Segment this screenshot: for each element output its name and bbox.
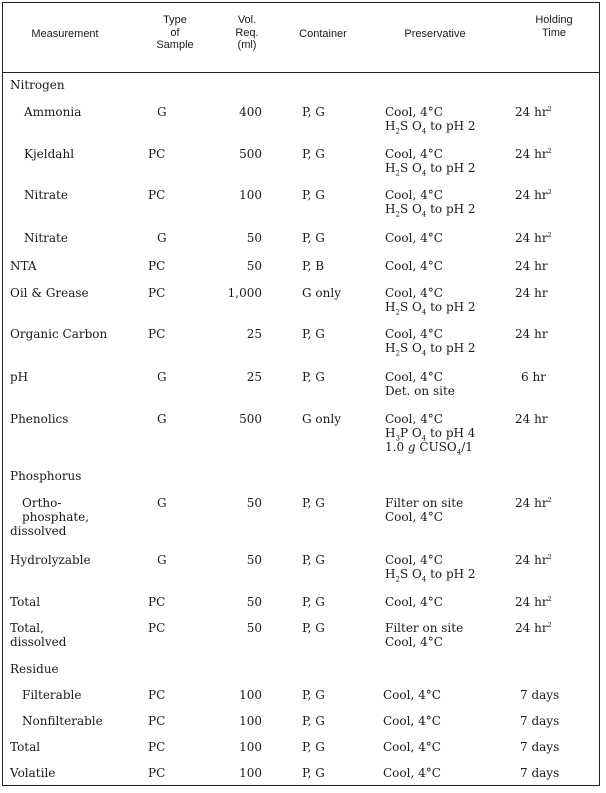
header-container: Container [299,28,347,40]
volume-cell: 500 [239,147,262,161]
measurement-cell: Residue [10,662,59,676]
measurement-cell: pH [10,370,29,384]
volume-cell: 50 [246,595,262,609]
measurement-cell: Nonfilterable [22,714,103,728]
holding-time-cell: 24 $hr^2$ [515,496,552,510]
measurement-cell: Total, dissolved [10,621,67,649]
preservative-cell: Cool, 4°C $H_2S$ $O_4$ to pH 2 [385,553,476,584]
sample-type-cell: G [157,412,167,426]
sample-type-cell: PC [148,740,166,754]
sample-type-cell: PC [148,327,166,341]
volume-cell: 50 [246,621,262,635]
measurement-cell: Ammonia [24,105,82,119]
sample-type-cell: PC [148,147,166,161]
container-cell: P, G [302,553,325,567]
measurement-cell: Oil & Grease [10,286,89,300]
preservative-cell: Cool, 4°C [383,688,441,702]
preservative-cell: Cool, 4°C $H_2S$ $O_4$ to pH 2 [385,286,476,317]
measurement-cell: Nitrogen [10,78,65,92]
volume-cell: 25 [246,370,262,384]
holding-time-cell: 24 hr [515,259,548,273]
measurement-cell: Total [10,740,41,754]
volume-cell: 500 [239,412,262,426]
volume-cell: 1,000 [227,286,262,300]
holding-time-cell: 24 $hr^2$ [515,188,552,202]
container-cell: P, B [302,259,325,273]
volume-cell: 25 [246,327,262,341]
holding-time-cell: 24 $hr^2$ [515,231,552,245]
container-cell: P, G [302,766,325,780]
sample-type-cell: PC [148,286,166,300]
header-divider [2,72,600,73]
preservative-cell: Cool, 4°C [385,231,443,245]
measurement-cell: Kjeldahl [24,147,75,161]
sample-type-cell: G [157,231,167,245]
preservative-cell: Cool, 4°C $H_2S$ $O_4$ to pH 2 [385,327,476,358]
volume-cell: 50 [246,259,262,273]
holding-time-cell: 7 days [520,766,560,780]
container-cell: P, G [302,740,325,754]
preservative-cell: Filter on site Cool, 4°C [385,496,464,524]
container-cell: P, G [302,595,325,609]
sample-type-cell: PC [148,766,166,780]
sample-type-cell: PC [148,621,166,635]
volume-cell: 100 [239,766,262,780]
sample-type-cell: G [157,105,167,119]
volume-cell: 50 [246,231,262,245]
container-cell: P, G [302,688,325,702]
preservative-cell: Cool, 4°C [385,595,443,609]
sample-type-cell: G [157,370,167,384]
sample-type-cell: G [157,496,167,510]
holding-time-cell: 6 hr [521,370,546,384]
container-cell: P, G [302,621,325,635]
volume-cell: 50 [246,553,262,567]
container-cell: P, G [302,231,325,245]
measurement-cell: Organic Carbon [10,327,108,341]
header-holding-time: Holding Time [535,14,573,39]
sample-type-cell: PC [148,259,166,273]
container-cell: P, G [302,327,325,341]
volume-cell: 400 [239,105,262,119]
preservative-cell: Cool, 4°C $H_2S$ $O_4$ to pH 2 [385,147,476,178]
holding-time-cell: 24 $hr^2$ [515,595,552,609]
measurement-cell: Phosphorus [10,469,82,483]
measurement-cell: NTA [10,259,37,273]
preservative-cell: Cool, 4°C [383,766,441,780]
sample-type-cell: G [157,553,167,567]
measurement-cell: Filterable [22,688,82,702]
preservative-cell: Cool, 4°C [383,740,441,754]
measurement-cell: Volatile [10,766,56,780]
header-measurement: Measurement [31,28,99,40]
container-cell: P, G [302,188,325,202]
container-cell: P, G [302,370,325,384]
preservative-cell: Cool, 4°C [383,714,441,728]
sample-type-cell: PC [148,188,166,202]
holding-time-cell: 7 days [520,688,560,702]
holding-time-cell: 24 $hr^2$ [515,147,552,161]
volume-cell: 100 [239,688,262,702]
container-cell: P, G [302,714,325,728]
volume-cell: 100 [239,740,262,754]
header-preservative: Preservative [404,28,466,40]
container-cell: P, G [302,496,325,510]
holding-time-cell: 24 $hr^2$ [515,553,552,567]
measurement-cell: Phenolics [10,412,69,426]
volume-cell: 100 [239,714,262,728]
preservative-cell: Cool, 4°C $H_2S$ $O_4$ to pH 2 [385,188,476,219]
measurement-cell: Nitrate [24,231,68,245]
holding-time-cell: 24 $hr^2$ [515,621,552,635]
measurement-cell: Hydrolyzable [10,553,91,567]
container-cell: G only [302,286,341,300]
holding-time-cell: 24 hr [515,412,548,426]
container-cell: P, G [302,105,325,119]
sample-type-cell: PC [148,714,166,728]
preservative-cell: Cool, 4°C $H_3P$ $O_4$ to pH 4 1.0 g $CUSO_4/1$ [385,412,476,457]
measurement-cell: Ortho- phosphate, dissolved [10,496,90,538]
preservative-cell: Filter on site Cool, 4°C [385,621,464,649]
container-cell: P, G [302,147,325,161]
holding-time-cell: 7 days [520,740,560,754]
holding-time-cell: 7 days [520,714,560,728]
preservative-cell: Cool, 4°C [385,259,443,273]
preservative-cell: Cool, 4°C Det. on site [385,370,455,398]
volume-cell: 100 [239,188,262,202]
measurement-cell: Total [10,595,41,609]
preservative-cell: Cool, 4°C $H_2S$ $O_4$ to pH 2 [385,105,476,136]
measurement-cell: Nitrate [24,188,68,202]
holding-time-cell: 24 hr [515,327,548,341]
volume-cell: 50 [246,496,262,510]
holding-time-cell: 24 hr [515,286,548,300]
sample-type-cell: PC [148,595,166,609]
holding-time-cell: 24 $hr^2$ [515,105,552,119]
sample-type-cell: PC [148,688,166,702]
header-type-of-sample: Type of Sample [156,14,194,51]
container-cell: G only [302,412,341,426]
header-volume-required: Vol. Req. (ml) [235,14,259,51]
